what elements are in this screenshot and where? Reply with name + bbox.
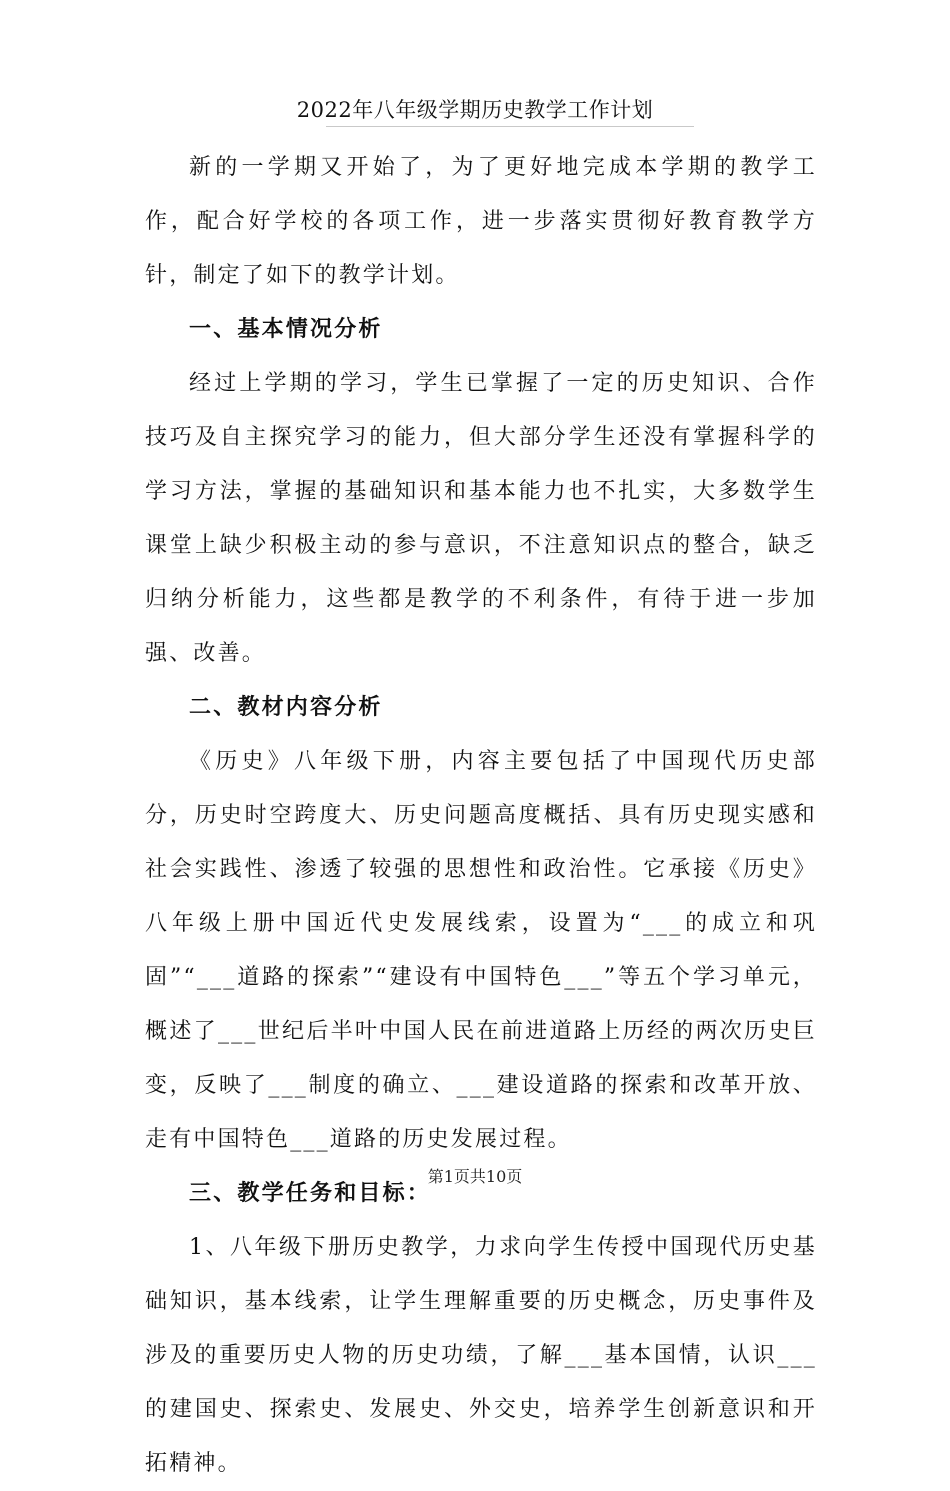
document-title: 2022年八年级学期历史教学工作计划 [296,98,654,122]
page-number-footer: 第1页共10页 [427,1167,523,1186]
intro-paragraph: 新的一学期又开始了，为了更好地完成本学期的教学工作，配合好学校的各项工作，进一步落实贯彻好教育教学方针，制定了如下的教学计划。 [145,155,817,288]
tasks-goals-item-1: 1、八年级下册历史教学，力求向学生传授中国现代历史基础知识，基本线索，让学生理解重要的历史概念，历史事件及涉及的重要历史人物的历史功绩，了解___基本国情，认识___的建国史、探索史、发展史、外交史，培养学生创新意识和开拓精神。 [145,1235,817,1476]
document-body [145,141,817,1491]
section-heading-basic-analysis: 一、基本情况分析 [189,317,383,342]
section-heading-tasks-goals: 三、教学任务和目标： [189,1181,432,1206]
textbook-analysis-paragraph: 《历史》八年级下册，内容主要包括了中国现代历史部分，历史时空跨度大、历史问题高度概括、具有历史现实感和社会实践性、渗透了较强的思想性和政治性。它承接《历史》八年级上册中国近代史发展线索，设置为“___的成立和巩固”“___道路的探索”“建设有中国特色___”等五个学习单元，概述了___世纪后半叶中国人民在前进道路上历经的两次历史巨变，反映了___制度的确立、___建设道路的探索和改革开放、走有中国特色___道路的历史发展过程。 [145,749,817,1152]
basic-analysis-paragraph: 经过上学期的学习，学生已掌握了一定的历史知识、合作技巧及自主探究学习的能力，但大部分学生还没有掌握科学的学习方法，掌握的基础知识和基本能力也不扎实，大多数学生课堂上缺少积极主动的参与意识，不注意知识点的整合，缺乏归纳分析能力，这些都是教学的不利条件，有待于进一步加强、改善。 [145,371,817,666]
title-underline [326,126,694,127]
section-heading-textbook-analysis: 二、教材内容分析 [189,695,383,720]
